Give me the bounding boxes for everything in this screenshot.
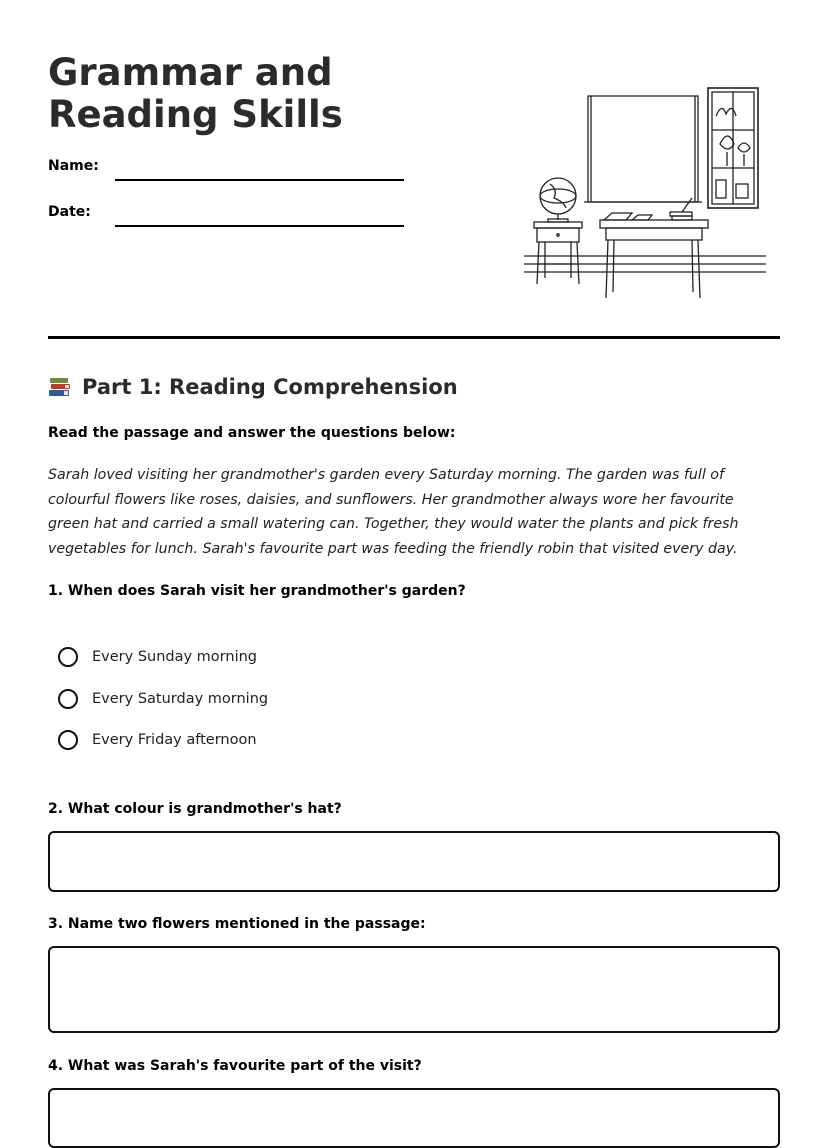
header-divider — [48, 336, 780, 339]
option-label: Every Saturday morning — [92, 691, 269, 707]
question-2-answer-field[interactable] — [48, 831, 780, 892]
question-1-option-1[interactable] — [58, 645, 257, 669]
part1-heading — [48, 375, 458, 399]
date-label: Date: — [48, 204, 91, 220]
option-label: Every Friday afternoon — [92, 732, 257, 748]
question-1: 1. When does Sarah visit her grandmother's garden? — [48, 583, 466, 599]
question-1-option-2[interactable] — [58, 687, 268, 711]
option-label: Every Sunday morning — [92, 649, 257, 665]
radio-button[interactable] — [58, 730, 78, 750]
question-1-option-3[interactable] — [58, 728, 257, 752]
name-field-row — [48, 158, 408, 182]
question-3: 3. Name two flowers mentioned in the passage: — [48, 916, 426, 932]
date-field-row — [48, 204, 408, 228]
reading-passage: Sarah loved visiting her grandmother's garden every Saturday morning. The garden was full of colourful flowers like roses, daisies, and sunflowers. Her grandmother always wore her favourite green hat and carried a small watering can. Together, they would water the plants and pick fresh vegetables for lunch. Sarah's favourite part was feeding the friendly robin that visited every day. — [48, 467, 739, 558]
radio-button[interactable] — [58, 647, 78, 667]
name-label: Name: — [48, 158, 99, 174]
name-line-input[interactable] — [115, 179, 404, 181]
radio-button[interactable] — [58, 689, 78, 709]
question-2: 2. What colour is grandmother's hat? — [48, 801, 342, 817]
question-4: 4. What was Sarah's favourite part of the visit? — [48, 1058, 422, 1074]
question-3-answer-field[interactable] — [48, 946, 780, 1033]
worksheet-title: Grammar and Reading Skills — [48, 51, 343, 136]
classroom-illustration-icon — [520, 86, 770, 302]
books-icon — [48, 376, 72, 398]
part1-heading-text: Part 1: Reading Comprehension — [82, 375, 458, 399]
instructions: Read the passage and answer the questions below: — [48, 425, 456, 441]
date-line-input[interactable] — [115, 225, 404, 227]
question-4-answer-field[interactable] — [48, 1088, 780, 1148]
